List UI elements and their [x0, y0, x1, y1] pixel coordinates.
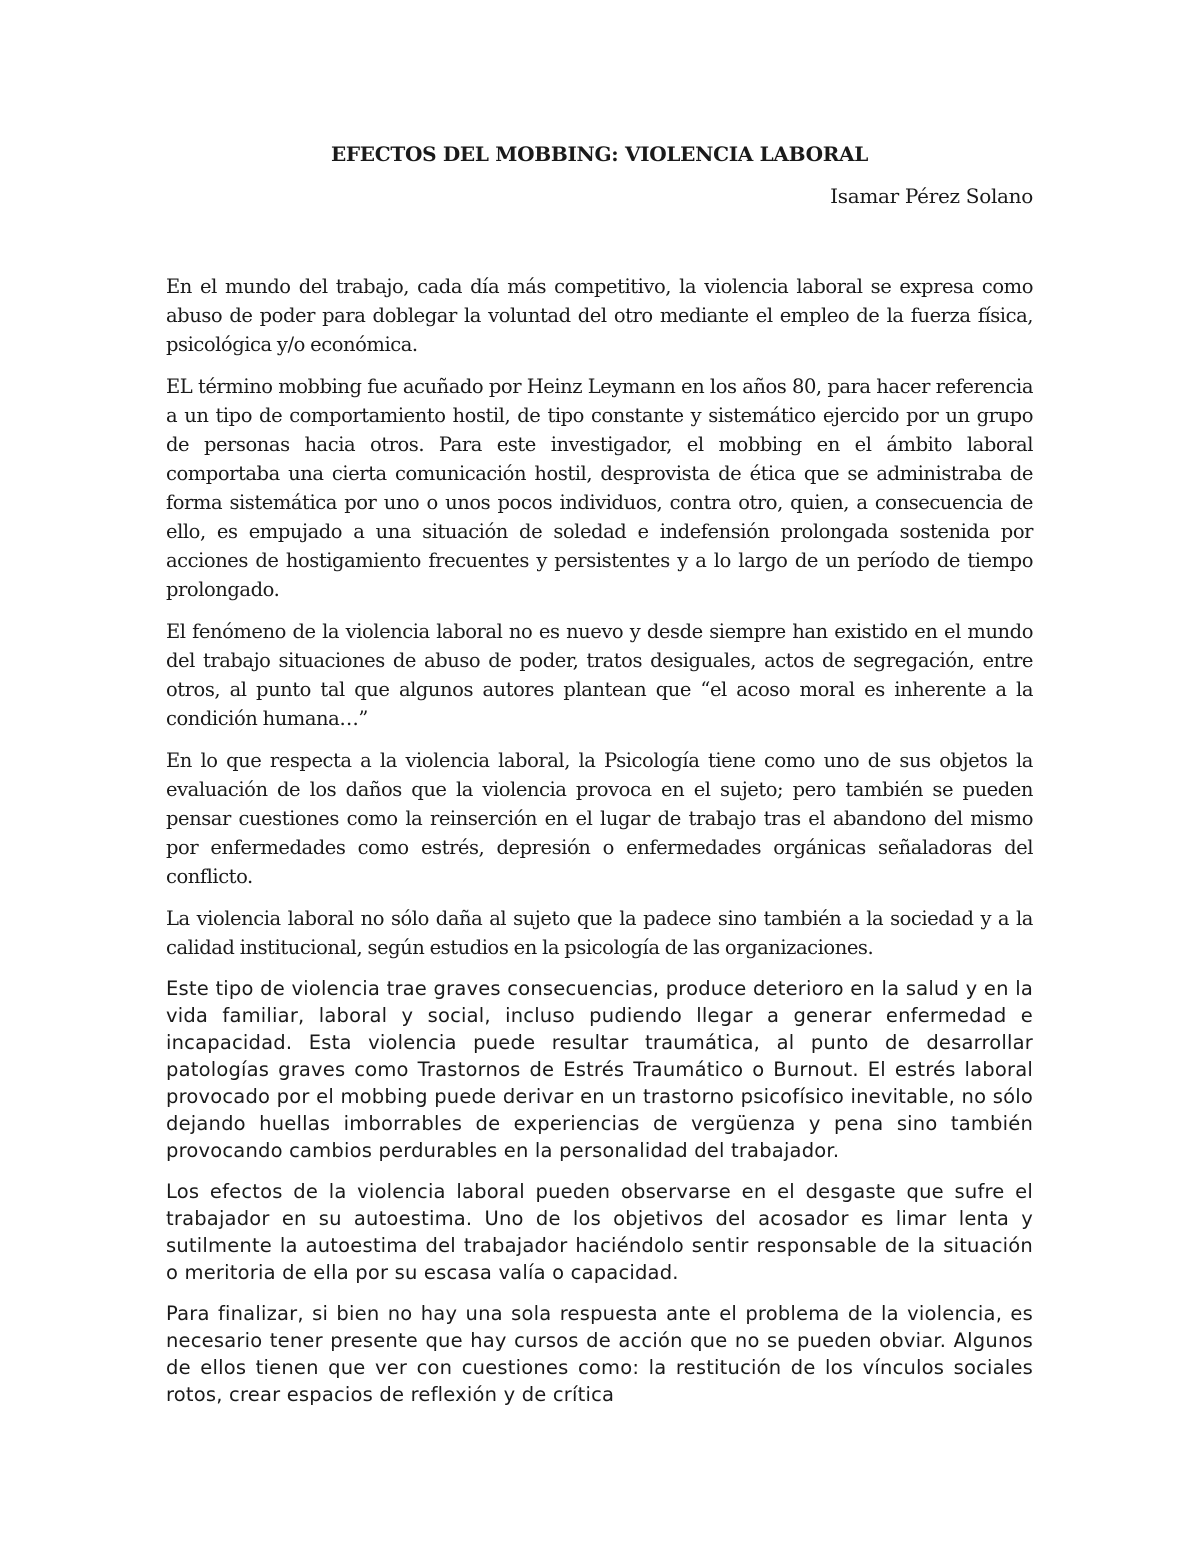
paragraph-7: Los efectos de la violencia laboral pueden observarse en el desgaste que sufre el trabajador en su autoestima. Uno de los objetivos del acosador es limar lenta y sutilmente la autoestima del trabajador haciéndolo sentir responsable de la situación o meritoria de ella por su escasa valía o capacidad. [166, 1180, 1033, 1284]
document-author: Isamar Pérez Solano [830, 184, 1033, 208]
paragraph-8: Para finalizar, si bien no hay una sola respuesta ante el problema de la violencia, es necesario tener presente que hay cursos de acción que no se pueden obviar. Algunos de ellos tienen que ver con cuestiones como: la restitución de los vínculos sociales rotos, crear espacios de reflexión y de crítica [166, 1302, 1033, 1406]
paragraph-5: La violencia laboral no sólo daña al sujeto que la padece sino también a la sociedad y a la calidad institucional, según estudios en la psicología de las organizaciones. [166, 907, 1033, 959]
paragraph-2: EL término mobbing fue acuñado por Heinz Leymann en los años 80, para hacer referencia a un tipo de comportamiento hostil, de tipo constante y sistemático ejercido por un grupo de personas hacia otros. Para este investigador, el mobbing en el ámbito laboral comportaba una cierta comunicación hostil, desprovista de ética que se administraba de forma sistemática por uno o unos pocos individuos, contra otro, quien, a consecuencia de ello, es empujado a una situación de soledad e indefensión prolongada sostenida por acciones de hostigamiento frecuentes y persistentes y a lo largo de un período de tiempo prolongado. [166, 375, 1033, 601]
paragraph-4: En lo que respecta a la violencia laboral, la Psicología tiene como uno de sus objetos la evaluación de los daños que la violencia provoca en el sujeto; pero también se pueden pensar cuestiones como la reinserción en el lugar de trabajo tras el abandono del mismo por enfermedades como estrés, depresión o enfermedades orgánicas señaladoras del conflicto. [166, 749, 1033, 888]
document-title: EFECTOS DEL MOBBING: VIOLENCIA LABORAL [330, 142, 869, 166]
document-content [166, 138, 1033, 1422]
paragraph-6: Este tipo de violencia trae graves consecuencias, produce deterioro en la salud y en la vida familiar, laboral y social, incluso pudiendo llegar a generar enfermedad e incapacidad. Esta violencia puede resultar traumática, al punto de desarrollar patologías graves como Trastornos de Estrés Traumático o Burnout. El estrés laboral provocado por el mobbing puede derivar en un trastorno psicofísico inevitable, no sólo dejando huellas imborrables de experiencias de vergüenza y pena sino también provocando cambios perdurables en la personalidad del trabajador. [166, 977, 1033, 1162]
document-body [166, 272, 1033, 1408]
paragraph-1: En el mundo del trabajo, cada día más competitivo, la violencia laboral se expresa como abuso de poder para doblegar la voluntad del otro mediante el empleo de la fuerza física, psicológica y/o económica. [166, 275, 1033, 356]
paragraph-3: El fenómeno de la violencia laboral no es nuevo y desde siempre han existido en el mundo del trabajo situaciones de abuso de poder, tratos desiguales, actos de segregación, entre otros, al punto tal que algunos autores plantean que “el acoso moral es inherente a la condición humana…” [166, 620, 1033, 730]
